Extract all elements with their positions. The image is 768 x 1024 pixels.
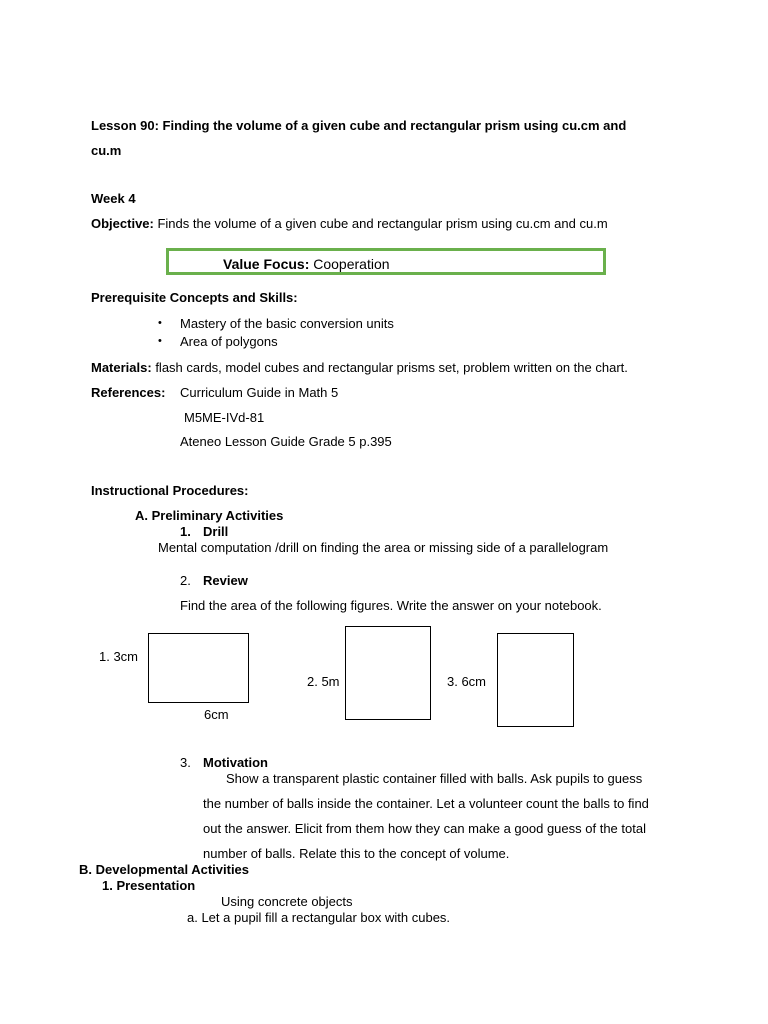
motivation-line: Show a transparent plastic container filled with balls. Ask pupils to guess [226, 771, 643, 786]
objective-text: Finds the volume of a given cube and rectangular prism using cu.cm and cu.m [153, 216, 608, 231]
reference-item: Curriculum Guide in Math 5 [180, 385, 339, 400]
prerequisite-item: Area of polygons [180, 334, 278, 349]
review-number: 2. [180, 573, 191, 588]
value-focus-text: Cooperation [309, 256, 390, 272]
review-label: Review [203, 573, 248, 588]
presentation-heading: 1. Presentation [102, 878, 196, 893]
figure-1-rectangle [148, 633, 249, 703]
motivation-number: 3. [180, 755, 191, 770]
figure-3-rectangle [497, 633, 574, 727]
figure-3-side-label: 3. 6cm [447, 674, 487, 689]
prerequisite-heading: Prerequisite Concepts and Skills: [91, 290, 298, 305]
motivation-line: number of balls. Relate this to the concept of volume. [203, 846, 510, 861]
references-label: References: [91, 385, 166, 400]
motivation-line: out the answer. Elicit from them how they can make a good guess of the total [203, 821, 646, 836]
section-b-heading: B. Developmental Activities [79, 862, 250, 877]
lesson-title-line1: Lesson 90: Finding the volume of a given cube and rectangular prism using cu.cm and [91, 118, 627, 133]
presentation-subheading: Using concrete objects [221, 894, 353, 909]
bullet-marker: • [158, 317, 162, 329]
materials-text: flash cards, model cubes and rectangular prisms set, problem written on the chart. [151, 360, 628, 375]
week-label: Week 4 [91, 191, 136, 206]
instructional-heading: Instructional Procedures: [91, 483, 249, 498]
motivation-label: Motivation [203, 755, 268, 770]
section-a-heading: A. Preliminary Activities [135, 508, 284, 523]
figure-2-side-label: 2. 5m [307, 674, 340, 689]
materials-label: Materials: [91, 360, 152, 375]
review-text: Find the area of the following figures. Write the answer on your notebook. [180, 598, 602, 613]
bullet-marker: • [158, 335, 162, 347]
reference-item: M5ME-IVd-81 [184, 410, 265, 425]
drill-label: Drill [203, 524, 229, 539]
presentation-item-a: a. Let a pupil fill a rectangular box with cubes. [187, 910, 451, 925]
value-focus-line [223, 256, 390, 272]
value-focus-label: Value Focus: [223, 256, 310, 272]
lesson-title-line2: cu.m [91, 143, 122, 158]
drill-number: 1. [180, 524, 191, 539]
materials-line [91, 360, 628, 375]
drill-text: Mental computation /drill on finding the area or missing side of a parallelogram [158, 540, 609, 555]
figure-1-bottom-label: 6cm [204, 707, 229, 722]
motivation-line: the number of balls inside the container. Let a volunteer count the balls to find [203, 796, 649, 811]
figure-1-side-label: 1. 3cm [99, 649, 139, 664]
objective-line [91, 216, 608, 231]
prerequisite-item: Mastery of the basic conversion units [180, 316, 394, 331]
value-focus-box [166, 248, 606, 275]
objective-label: Objective: [91, 216, 154, 231]
figure-2-square [345, 626, 431, 720]
reference-item: Ateneo Lesson Guide Grade 5 p.395 [180, 434, 392, 449]
